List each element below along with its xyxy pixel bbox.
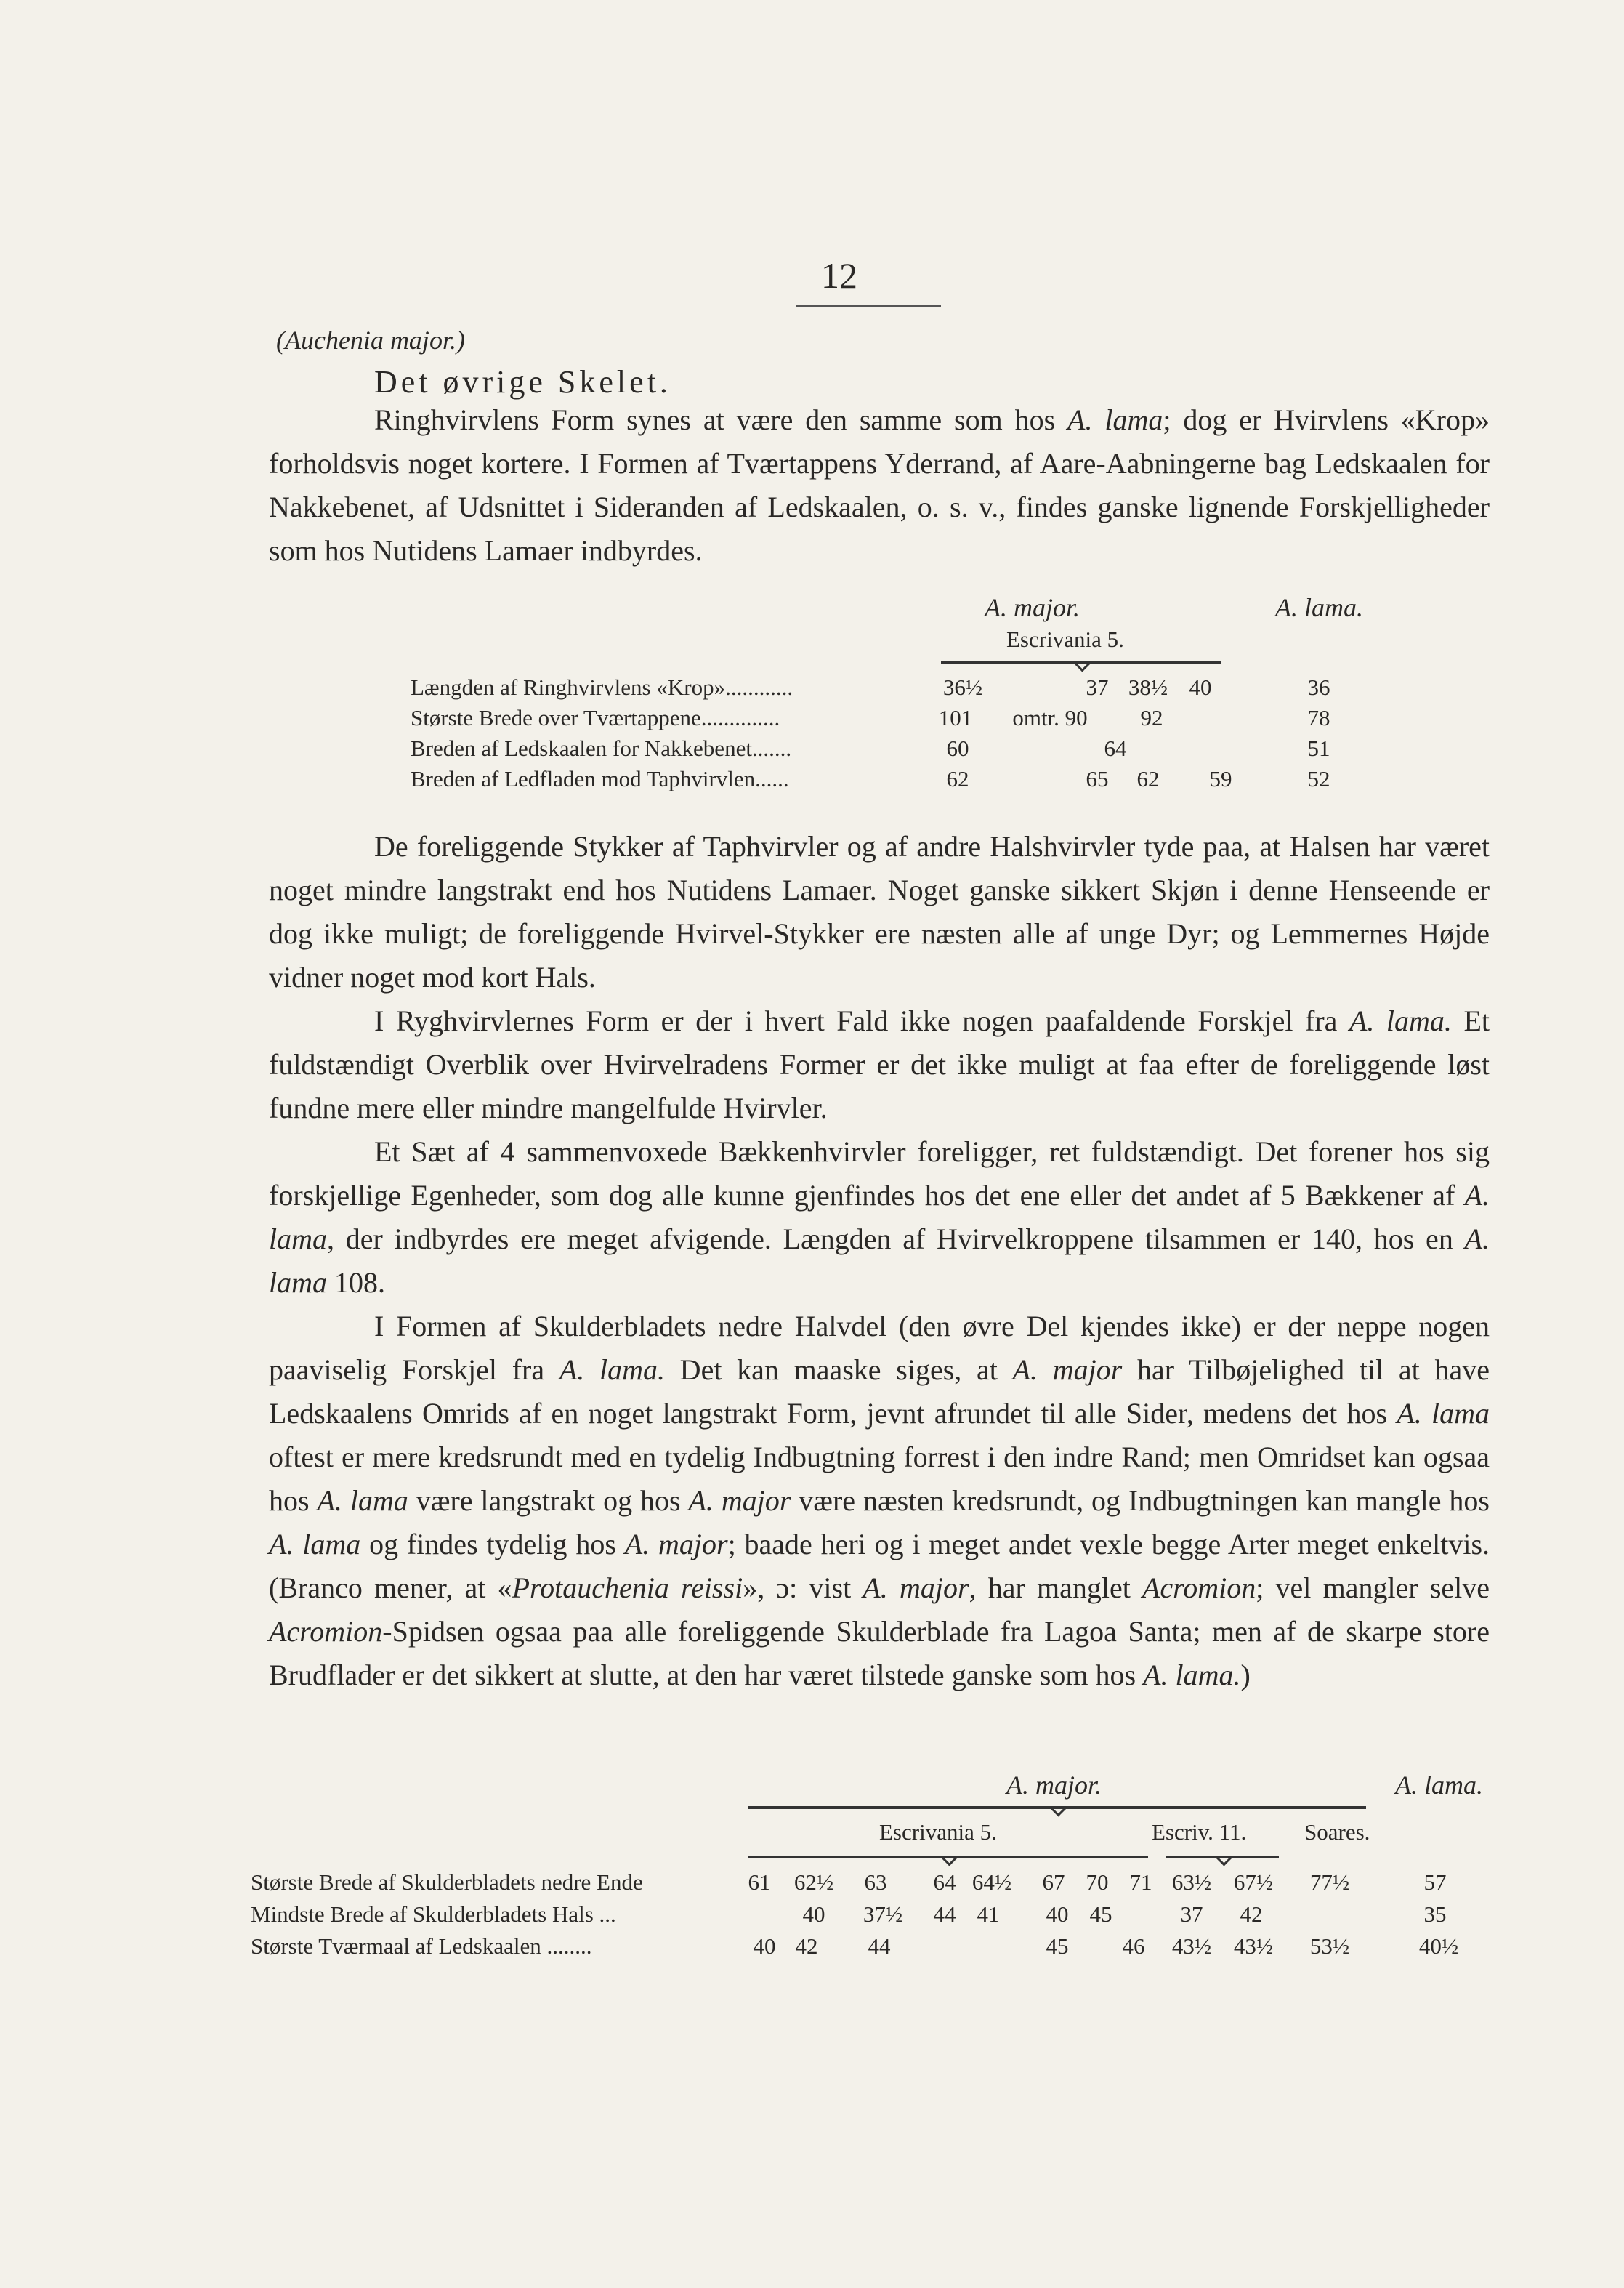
- t2-col-lama: A. lama.: [1395, 1771, 1483, 1800]
- text-run: Det kan maaske siges, at: [664, 1353, 1013, 1386]
- text-run: være langstrakt og hos: [408, 1484, 689, 1517]
- italic-run: A. major: [1012, 1353, 1123, 1386]
- t2-row-label: Mindste Brede af Skulderbladets Hals ...: [251, 1901, 616, 1927]
- t1-cell: 65: [1086, 766, 1109, 791]
- t2-brace-e5: [748, 1856, 1148, 1858]
- italic-run: A. major: [624, 1528, 728, 1560]
- t2-cell-soares: 77½: [1309, 1869, 1350, 1895]
- t2-cell: 63½: [1171, 1869, 1212, 1895]
- t1-cell: 62: [1136, 766, 1160, 791]
- t2-brace-major: [748, 1806, 1366, 1809]
- t1-row-label: Breden af Ledfladen mod Taphvirvlen......: [411, 766, 789, 791]
- italic-run: Acromion: [1142, 1571, 1256, 1604]
- t1-row-label: Største Brede over Tværtappene..............: [411, 705, 780, 730]
- t2-cell-lama: 35: [1423, 1901, 1447, 1927]
- t2-cell: 67: [1042, 1869, 1065, 1895]
- italic-run: A. lama: [1397, 1397, 1490, 1430]
- text-run: Ringhvirvlens Form synes at være den samme som hos: [374, 403, 1068, 436]
- t2-col-major: A. major.: [1006, 1771, 1102, 1800]
- t2-cell: 70: [1086, 1869, 1109, 1895]
- text-run: Et Sæt af 4 sammenvoxede Bækkenhvirvler foreligger, ret fuldstændigt. Det forener hos sig forskjellige Egenheder, som dog alle kunne gjenfindes hos det ene eller det andet af 5 Bækkener af: [269, 1135, 1490, 1212]
- t1-row-label: Længden af Ringhvirvlens «Krop»............: [411, 674, 793, 700]
- t1-cell: 92: [1140, 705, 1163, 730]
- t2-cell: 40: [802, 1901, 825, 1927]
- t2-cell-lama: 40½: [1418, 1933, 1459, 1959]
- italic-run: A. lama.: [559, 1353, 665, 1386]
- italic-run: A. lama.: [1349, 1004, 1452, 1037]
- t1-col-lama: A. lama.: [1275, 593, 1363, 622]
- italic-run: Acromion: [269, 1615, 383, 1648]
- t2-cell: 43½: [1233, 1933, 1274, 1959]
- t1-cell: 38½: [1128, 674, 1168, 700]
- t1-col-major: A. major.: [985, 593, 1080, 622]
- italic-run: A. lama: [269, 1179, 1490, 1255]
- paragraph-5: [269, 1305, 1490, 1697]
- paragraph-3: [269, 999, 1490, 1130]
- italic-run: A. lama: [269, 1222, 1490, 1299]
- text-run: har Tilbøjelighed til at have Ledskaalens Omrids af en noget langstrakt Form, jevnt afrundet til alle Sider, medens det hos: [269, 1353, 1490, 1430]
- t2-cell: 64½: [971, 1869, 1012, 1895]
- t1-cell-lama: 36: [1307, 674, 1330, 700]
- text-run: I Formen af Skulderbladets nedre Halvdel (den øvre Del kjendes ikke) er der neppe nogen paaviselig Forskjel fra: [269, 1310, 1490, 1386]
- t2-sub-escriv11: Escriv. 11.: [1152, 1819, 1247, 1845]
- t2-cell: 41: [977, 1901, 1000, 1927]
- italic-run: A. major: [688, 1484, 791, 1517]
- text-run: Et fuldstændigt Overblik over Hvirvelradens Former er det ikke muligt at faa efter de foreliggende løst fundne mere eller mindre mangelfulde Hvirvler.: [269, 1004, 1490, 1124]
- text-run: ; baade heri og i meget andet vexle begge Arter meget enkeltvis. (Branco mener, at «: [269, 1528, 1490, 1604]
- text-run: -Spidsen ogsaa paa alle foreliggende Skulderblade fra Lagoa Santa; men af de skarpe store Brudflader er det sikkert at slutte, at den har været tilstede ganske som hos: [269, 1615, 1490, 1691]
- text-run: De foreliggende Stykker af Taphvirvler og af andre Halshvirvler tyde paa, at Halsen har været noget mindre langstrakt end hos Nutidens Lamaer. Noget ganske sikkert Skjøn i denne Henseende er dog ikke muligt; de foreliggende Hvirvel-Stykker ere næsten alle af unge Dyr; og Lemmernes Højde vidner noget mod kort Hals.: [269, 830, 1490, 994]
- t2-cell: 63: [864, 1869, 887, 1895]
- t2-cell: 64: [933, 1869, 956, 1895]
- t2-cell: 44: [868, 1933, 891, 1959]
- paragraph-2: [269, 825, 1490, 999]
- italic-run: Protauchenia reissi: [512, 1571, 743, 1604]
- t2-cell-soares: 53½: [1309, 1933, 1350, 1959]
- t1-cell: 36½: [942, 674, 983, 700]
- t2-cell: 71: [1129, 1869, 1152, 1895]
- text-run: ; vel mangler selve: [1256, 1571, 1490, 1604]
- t2-cell: 42: [795, 1933, 818, 1959]
- t1-cell-lama: 78: [1307, 705, 1330, 730]
- italic-run: A. lama: [317, 1484, 408, 1517]
- t2-sub-soares: Soares.: [1304, 1819, 1370, 1845]
- t1-row-label: Breden af Ledskaalen for Nakkebenet.......: [411, 736, 792, 761]
- t2-cell-lama: 57: [1423, 1869, 1447, 1895]
- t1-cell: 101: [938, 705, 973, 730]
- t2-cell: 46: [1122, 1933, 1145, 1959]
- paragraph-4: [269, 1130, 1490, 1305]
- text-run: , har manglet: [969, 1571, 1142, 1604]
- t2-cell: 43½: [1171, 1933, 1212, 1959]
- italic-run: A. major: [863, 1571, 969, 1604]
- t1-cell: 64: [1104, 736, 1127, 761]
- text-run: og findes tydelig hos: [360, 1528, 625, 1560]
- t2-cell: 44: [933, 1901, 956, 1927]
- t1-cell: 62: [946, 766, 969, 791]
- t2-cell: 62½: [793, 1869, 834, 1895]
- t2-row-label: Største Tværmaal af Ledskaalen ........: [251, 1933, 592, 1959]
- t2-brace-e11: [1166, 1856, 1279, 1858]
- text-run: I Ryghvirvlernes Form er der i hvert Fald ikke nogen paafaldende Forskjel fra: [374, 1004, 1349, 1037]
- text-run: oftest er mere kredsrundt med en tydelig Indbugtning forrest i den indre Rand; men Omridset kan ogsaa hos: [269, 1441, 1490, 1517]
- t2-cell: 42: [1240, 1901, 1263, 1927]
- body-text: [269, 825, 1490, 1697]
- t1-sub-escrivania: Escrivania 5.: [1006, 627, 1124, 652]
- text-run: ; dog er Hvirvlens «Krop» forholdsvis noget kortere. I Formen af Tværtappens Yderrand, af Aare-Aabningerne bag Ledskaalen for Nakkebenet, af Udsnittet i Sideranden af Ledskaalen, o. s. v., findes ganske lignende Forskjelligheder som hos Nutidens Lamaer indbyrdes.: [269, 403, 1490, 567]
- t2-row-label: Største Brede af Skulderbladets nedre Ende: [251, 1869, 643, 1895]
- t2-cell: 61: [748, 1869, 771, 1895]
- t1-cell-lama: 51: [1307, 736, 1330, 761]
- italic-run: A. lama: [1067, 403, 1163, 436]
- header-rule: [796, 305, 941, 307]
- t1-cell: omtr. 90: [1012, 705, 1088, 730]
- text-run: , der indbyrdes ere meget afvigende. Længden af Hvirvelkroppene tilsammen er 140, hos en: [327, 1222, 1465, 1255]
- t2-cell: 37½: [863, 1901, 903, 1927]
- text-run: ): [1240, 1659, 1251, 1691]
- t1-brace: [941, 661, 1221, 664]
- t2-cell: 40: [753, 1933, 776, 1959]
- t1-cell: 37: [1086, 674, 1109, 700]
- section-heading: Det øvrige Skelet.: [374, 364, 671, 400]
- t2-cell: 45: [1046, 1933, 1069, 1959]
- text-run: være næsten kredsrundt, og Indbugtningen kan mangle hos: [791, 1484, 1490, 1517]
- t1-cell: 59: [1209, 766, 1232, 791]
- t2-cell: 45: [1089, 1901, 1112, 1927]
- t2-cell: 37: [1180, 1901, 1203, 1927]
- page-number: 12: [821, 255, 857, 296]
- t2-sub-escrivania5: Escrivania 5.: [879, 1819, 997, 1845]
- italic-run: A. lama.: [1143, 1659, 1241, 1691]
- t2-cell: 40: [1046, 1901, 1069, 1927]
- paragraph-1-text: [269, 398, 1490, 573]
- text-run: 108.: [327, 1266, 385, 1299]
- species-marker: (Auchenia major.): [276, 326, 465, 355]
- paragraph-1: [269, 398, 1490, 573]
- t1-cell: 40: [1189, 674, 1212, 700]
- text-run: », ɔ: vist: [743, 1571, 863, 1604]
- italic-run: A. lama: [269, 1528, 361, 1560]
- t1-cell: 60: [946, 736, 969, 761]
- t2-cell: 67½: [1233, 1869, 1274, 1895]
- t1-cell-lama: 52: [1307, 766, 1330, 791]
